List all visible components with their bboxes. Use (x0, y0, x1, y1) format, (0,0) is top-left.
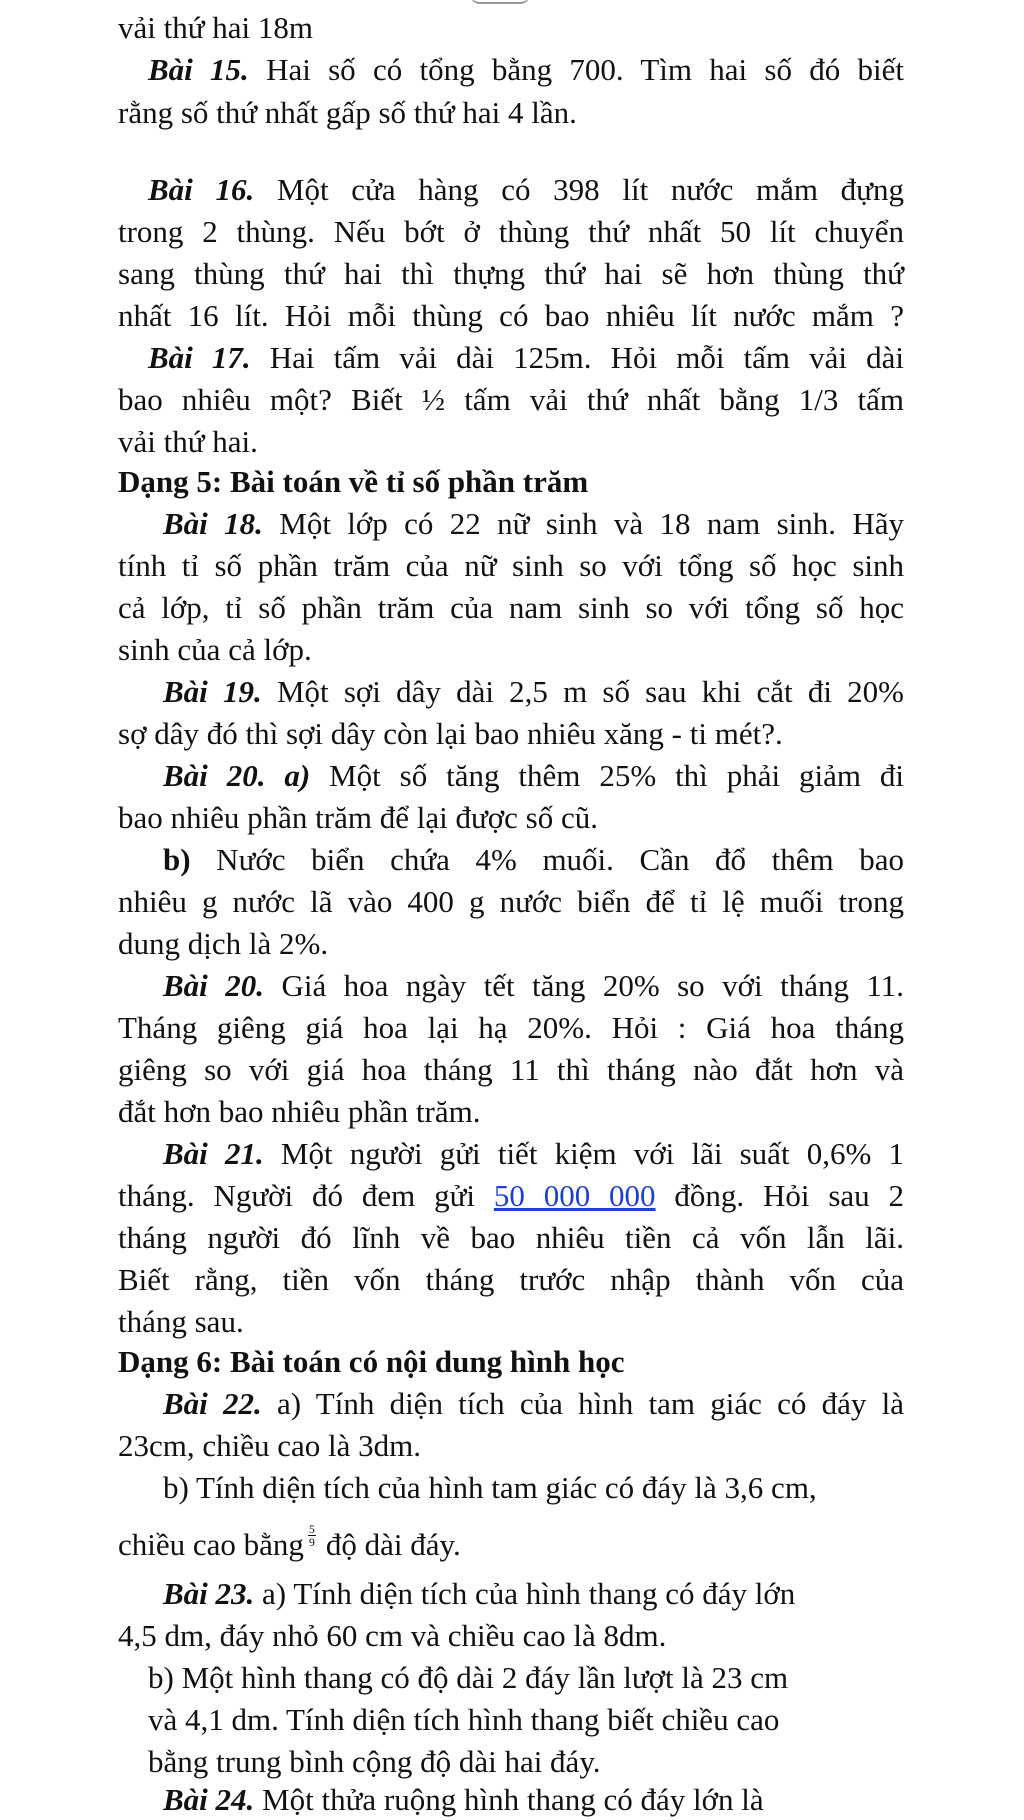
problem-label: Bài 15. (148, 52, 249, 87)
heading-text: Dạng 5: Bài toán về tỉ số phần trăm (118, 464, 589, 499)
text-line (118, 422, 258, 462)
part-label: b) (163, 842, 191, 877)
line-text: b) Một hình thang có độ dài 2 đáy lần lượt là 23 cm (148, 1660, 789, 1695)
line-text: Nước biển chứa 4% muối. Cần đổ thêm bao (190, 842, 904, 877)
text-line (118, 630, 312, 670)
problem-20-line (163, 966, 904, 1006)
problem-label: Bài 16. (148, 172, 255, 207)
text-line (118, 924, 328, 964)
line-text: bằng trung bình cộng độ dài hai đáy. (148, 1744, 601, 1779)
line-text: và 4,1 dm. Tính diện tích hình thang biết chiều cao (148, 1702, 780, 1737)
text-line (118, 1218, 904, 1258)
line-text: tháng sau. (118, 1304, 244, 1339)
line-text: rằng số thứ nhất gấp số thứ hai 4 lần. (118, 95, 577, 130)
line-text: vải thứ hai 18m (118, 10, 314, 45)
line-text: vải thứ hai. (118, 424, 258, 459)
problem-19-line (163, 672, 904, 712)
text-line (118, 1050, 904, 1090)
text-line (118, 588, 904, 628)
text-line (118, 380, 904, 420)
problem-label: Bài 24. (163, 1782, 255, 1817)
problem-23-line (163, 1574, 795, 1614)
line-text: Một người gửi tiết kiệm với lãi suất 0,6% 1 (263, 1136, 904, 1171)
problem-label: Bài 22. (163, 1386, 262, 1421)
line-text: bao nhiêu một? Biết ½ tấm vải thứ nhất bằng 1/3 tấm (118, 382, 904, 417)
line-text: Một lớp có 22 nữ sinh và 18 nam sinh. Hãy (262, 506, 904, 541)
text-line (118, 1302, 244, 1342)
line-text: đắt hơn bao nhiêu phần trăm. (118, 1094, 481, 1129)
problem-label: Bài 20. (163, 968, 264, 1003)
problem-24-line (163, 1780, 764, 1820)
text-line (118, 8, 313, 48)
problem-label: Bài 17. (148, 340, 251, 375)
text-line (118, 1426, 421, 1466)
text-line (148, 1658, 788, 1698)
text-line (118, 1092, 480, 1132)
line-text: bao nhiêu phần trăm để lại được số cũ. (118, 800, 598, 835)
line-text: 4,5 dm, đáy nhỏ 60 cm và chiều cao là 8dm. (118, 1618, 667, 1653)
heading-text: Dạng 6: Bài toán có nội dung hình học (118, 1344, 625, 1379)
problem-label: Bài 23. (163, 1576, 255, 1611)
text-line (118, 1176, 904, 1216)
text-line (118, 798, 598, 838)
line-text: chiều cao bằng (118, 1527, 304, 1562)
line-text: b) Tính diện tích của hình tam giác có đáy là 3,6 cm, (163, 1470, 817, 1505)
line-text: sợ dây đó thì sợi dây còn lại bao nhiêu xăng - ti mét?. (118, 716, 783, 751)
line-text: Một cửa hàng có 398 lít nước mắm đựng (254, 172, 904, 207)
line-text: đồng. Hỏi sau 2 (655, 1178, 905, 1213)
line-text: nhiêu g nước lã vào 400 g nước biển để tỉ lệ muối trong (118, 884, 904, 919)
line-text: Một thửa ruộng hình thang có đáy lớn là (254, 1782, 764, 1817)
fraction-denominator: 9 (308, 1535, 315, 1550)
line-text: tính tỉ số phần trăm của nữ sinh so với tổng số học sinh (118, 548, 904, 583)
text-line (148, 1700, 779, 1740)
text-line (118, 714, 783, 754)
line-text: độ dài đáy. (325, 1527, 461, 1562)
line-text: Biết rằng, tiền vốn tháng trước nhập thành vốn của (118, 1262, 904, 1297)
text-line (118, 212, 904, 252)
problem-label: Bài 19. (163, 674, 262, 709)
problem-20b-line (163, 840, 904, 880)
amount-link[interactable]: 50 000 000 (493, 1178, 656, 1213)
text-line (118, 1260, 904, 1300)
text-line (118, 882, 904, 922)
problem-18-line (163, 504, 904, 544)
text-line (118, 93, 577, 133)
text-line (118, 296, 904, 336)
line-text: Một sợi dây dài 2,5 m số sau khi cắt đi 20% (261, 674, 904, 709)
problem-16-line (148, 170, 904, 210)
line-text: sang thùng thứ hai thì thựng thứ hai sẽ hơn thùng thứ (118, 256, 904, 291)
text-line (118, 1616, 666, 1656)
line-text: nhất 16 lít. Hỏi mỗi thùng có bao nhiêu lít nước mắm ? (118, 298, 904, 333)
problem-15-line (148, 50, 904, 90)
text-line-with-fraction (118, 1522, 461, 1565)
problem-label: Bài 21. (163, 1136, 264, 1171)
line-text: Hai tấm vải dài 125m. Hỏi mỗi tấm vải dài (250, 340, 904, 375)
problem-17-line (148, 338, 904, 378)
line-text: Một số tăng thêm 25% thì phải giảm đi (310, 758, 904, 793)
line-text: Hai số có tổng bằng 700. Tìm hai số đó biết (248, 52, 904, 87)
problem-20a-line (163, 756, 904, 796)
line-text: Tháng giêng giá hoa lại hạ 20%. Hỏi : Giá hoa tháng (118, 1010, 904, 1045)
text-line (118, 546, 904, 586)
line-text: Giá hoa ngày tết tăng 20% so với tháng 11. (264, 968, 905, 1003)
line-text: giêng so với giá hoa tháng 11 thì tháng nào đắt hơn và (118, 1052, 904, 1087)
problem-label: Bài 18. (163, 506, 263, 541)
text-line (148, 1742, 601, 1782)
problem-label: Bài 20. a) (163, 758, 311, 793)
text-line (118, 254, 904, 294)
fraction (308, 1523, 316, 1548)
text-line (163, 1468, 817, 1508)
problem-21-line (163, 1134, 904, 1174)
line-text: 23cm, chiều cao là 3dm. (118, 1428, 422, 1463)
text-line (118, 1008, 904, 1048)
line-text: trong 2 thùng. Nếu bớt ở thùng thứ nhất 50 lít chuyển (118, 214, 904, 249)
problem-22-line (163, 1384, 904, 1424)
fraction-numerator: 5 (308, 1522, 315, 1537)
page-top-fragment (470, 0, 530, 4)
section-heading-5 (118, 462, 588, 502)
line-text: tháng người đó lĩnh về bao nhiêu tiền cả vốn lẫn lãi. (118, 1220, 904, 1255)
line-text: cả lớp, tỉ số phần trăm của nam sinh so với tổng số học (118, 590, 904, 625)
line-text: tháng. Người đó đem gửi (118, 1178, 494, 1213)
line-text: dung dịch là 2%. (118, 926, 329, 961)
line-text: a) Tính diện tích của hình tam giác có đáy là (261, 1386, 904, 1421)
section-heading-6 (118, 1342, 624, 1382)
line-text: sinh của cả lớp. (118, 632, 312, 667)
line-text: a) Tính diện tích của hình thang có đáy lớn (254, 1576, 796, 1611)
